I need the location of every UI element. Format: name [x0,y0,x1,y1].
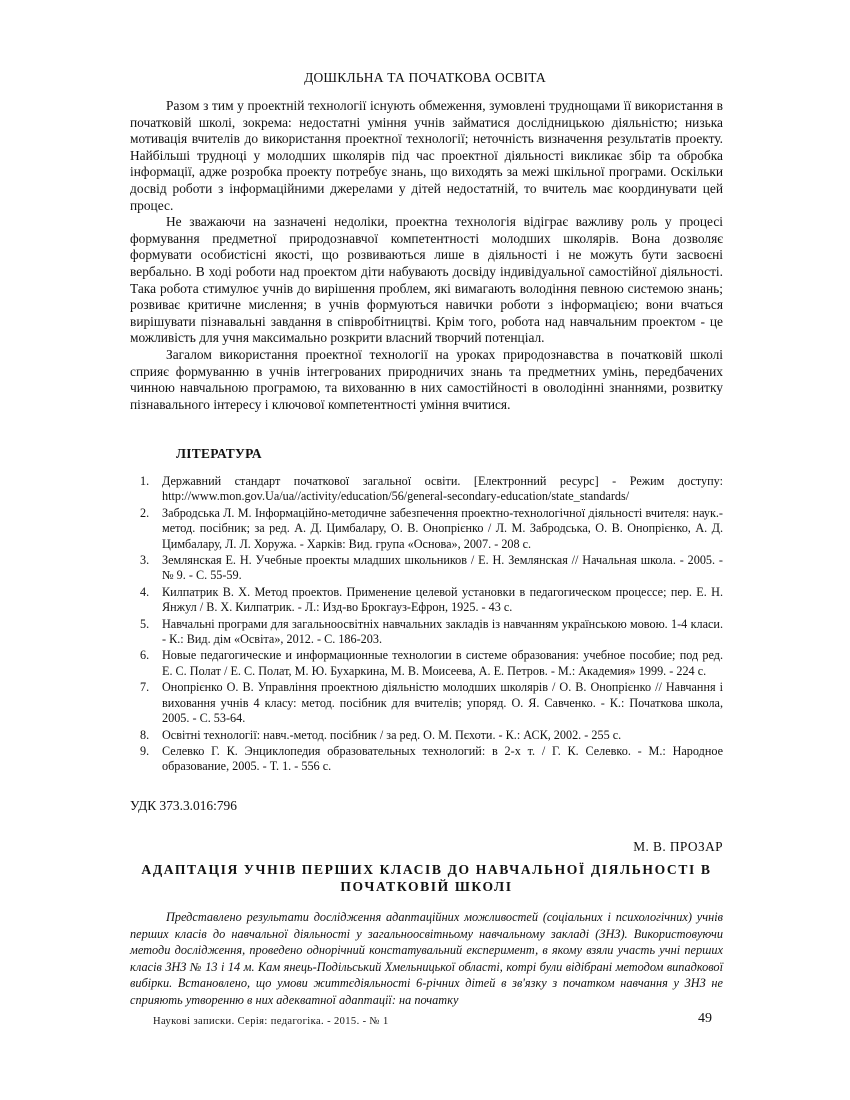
journal-footer: Наукові записки. Серія: педагогіка. - 2015. - № 1 [153,1016,389,1027]
reference-number: 9. [140,743,150,758]
literature-heading: ЛІТЕРАТУРА [176,446,262,461]
reference-number: 4. [140,584,150,599]
reference-text: Новые педагогические и информационные технологии в системе образования: учебное пособие; под ред. Е. С. Полат / Е. С. Полат, М. Ю. Бухаркина, М. В. Моисеева, А. Е. Петров. - М.: Академия» 1999. - 224 с. [162,648,723,678]
reference-number: 8. [140,727,150,742]
body-paragraph: Не зважаючи на зазначені недоліки, проектна технологія відіграє важливу роль у процесі формування предметної природознавчої компетентності молодших школярів. Вона дозволяє формувати особистісні якості, що розвиваються лише в діяльності і не можуть бути засвоєні вербально. В ході роботи над проектом діти набувають досвіду індивідуальної самостійної діяльності. Така робота стимулює учнів до вирішення проблем, які вимагають володіння певною системою знань; розвиває критичне мислення; в учнів формуються навички роботи з інформацією; вони вчаться вирішувати пізнавальні завдання в співробітництві. Крім того, робота над навчальним проектом - це можливість для учня максимально розкрити власний творчий потенціал. [130,214,723,346]
reference-item [140,744,723,775]
reference-number: 5. [140,616,150,631]
reference-number: 6. [140,648,150,663]
reference-text: Килпатрик В. Х. Метод проектов. Применение целевой установки в педагогическом процессе; пер. Е. Н. Янжул / В. Х. Килпатрик. - Л.: Изд-во Брокгауз-Ефрон, 1925. - 43 с. [162,584,723,615]
reference-text: Навчальні програми для загальноосвітніх навчальних закладів із навчанням українською мовою. 1-4 класи. - К.: Вид. дім «Освіта», 2012. - С. 186-203. [162,616,723,647]
reference-item [140,585,723,616]
reference-number: 7. [140,680,150,695]
reference-item [140,474,723,505]
reference-item [140,728,723,743]
body-paragraph: Разом з тим у проектній технології існують обмеження, зумовлені труднощами її використання в початковій школі, зокрема: недостатні уміння учнів займатися дослідницькою діяльністю; низька мотивація вчителів до використання проектної технології; неточність визначення результатів проекту. Найбільші трудноці у молодших школярів під час проектної діяльності викликає збір та обробка інформації, адже розробка проекту потребує знань, що виходять за межі шкільної програми. Оскільки досвід роботи з інформаційними джерелами у дітей недостатній, то вчитель має координувати цей процес. [130,98,723,213]
reference-item [140,680,723,726]
article-abstract [130,909,723,1009]
reference-text: Онопрієнко О. В. Управління проектною діяльністю молодших школярів / О. В. Онопрієнко // Навчання і виховання учнів 4 класу: метод. посібник для вчителів; упоряд. О. Я. Савченко. - К.: Початкова школа, 2005. - С. 53-64. [162,680,723,726]
article-title: АДАПТАЦІЯ УЧНІВ ПЕРШИХ КЛАСІВ ДО НАВЧАЛЬНОЇ ДІЯЛЬНОСТІ В ПОЧАТКОВІЙ ШКОЛІ [141,862,712,894]
reference-text: Землянская Е. Н. Учебные проекты младших школьников / Е. Н. Землянская // Начальная школа. - 2005. - № 9. - С. 55-59. [162,553,723,583]
page-number: 49 [698,1011,712,1026]
reference-number: 1. [140,474,150,488]
body-text [130,98,723,413]
reference-number: 3. [140,553,150,568]
reference-item [140,617,723,648]
reference-text: Освітні технології: навч.-метод. посібник / за ред. О. М. Пєхоти. - К.: АСК, 2002. - 255 с. [162,727,622,742]
reference-number: 2. [140,505,150,520]
udk-code: УДК 373.3.016:796 [130,798,237,813]
reference-item [140,506,723,552]
reference-item [140,648,723,679]
body-paragraph: Загалом використання проектної технології на уроках природознавства в початковій школі сприяє формуванню в учнів інтегрованих природничих знань та предметних умінь, передбачених чинною навчальною програмою, та вихованню в них самостійності в оволодінні знаннями, розвитку пізнавального інтересу і ключової компетентності уміння вчитися. [130,346,723,412]
reference-item [140,553,723,584]
reference-list [140,474,723,776]
reference-text: Забродська Л. М. Інформаційно-методичне забезпечення проектно-технологічної діяльності вчителя: наук.-метод. посібник; за ред. А. Д. Цимбалару, О. В. Онопрієнко / Л. М. Забродська, О. В. Онопрієнко, А. Д. Цимбалару, Л. Л. Хоружа. - Харків: Вид. група «Основа», 2007. - 208 с. [162,505,723,551]
reference-text: Державний стандарт початкової загальної освіти. [Електронний ресурс] - Режим доступу: http://www.mon.gov.Ua/ua//activity/education/56/general-secondary-education/state_standards/ [162,474,723,504]
reference-text: Селевко Г. К. Энциклопедия образовательных технологий: в 2-х т. / Г. К. Селевко. - М.: Народное образование, 2005. - Т. 1. - 556 с. [162,743,723,774]
running-title: ДОШКЛЬНА ТА ПОЧАТКОВА ОСВІТА [304,70,546,85]
article-author: М. В. ПРОЗАР [633,839,723,854]
abstract-paragraph: Представлено результати дослідження адаптаційних можливостей (соціальних і психологічних) учнів перших класів до навчальної діяльності у загальноосвітньому навчальному закладі (ЗНЗ). Використовуючи методи дослідження, проведено однорічний констатувальний експеримент, в якому взяли участь учні перших класів ЗНЗ № 13 і 14 м. Кам янець-Подільський Хмельницької області, котрі були відібрані методом випадкової вибірки. Встановлено, що умови життєдіяльності 6-річних дітей в зв'язку з початком навчання у ЗНЗ не сприяють утворенню в них адекватної адаптації: на початку [130,910,723,1007]
